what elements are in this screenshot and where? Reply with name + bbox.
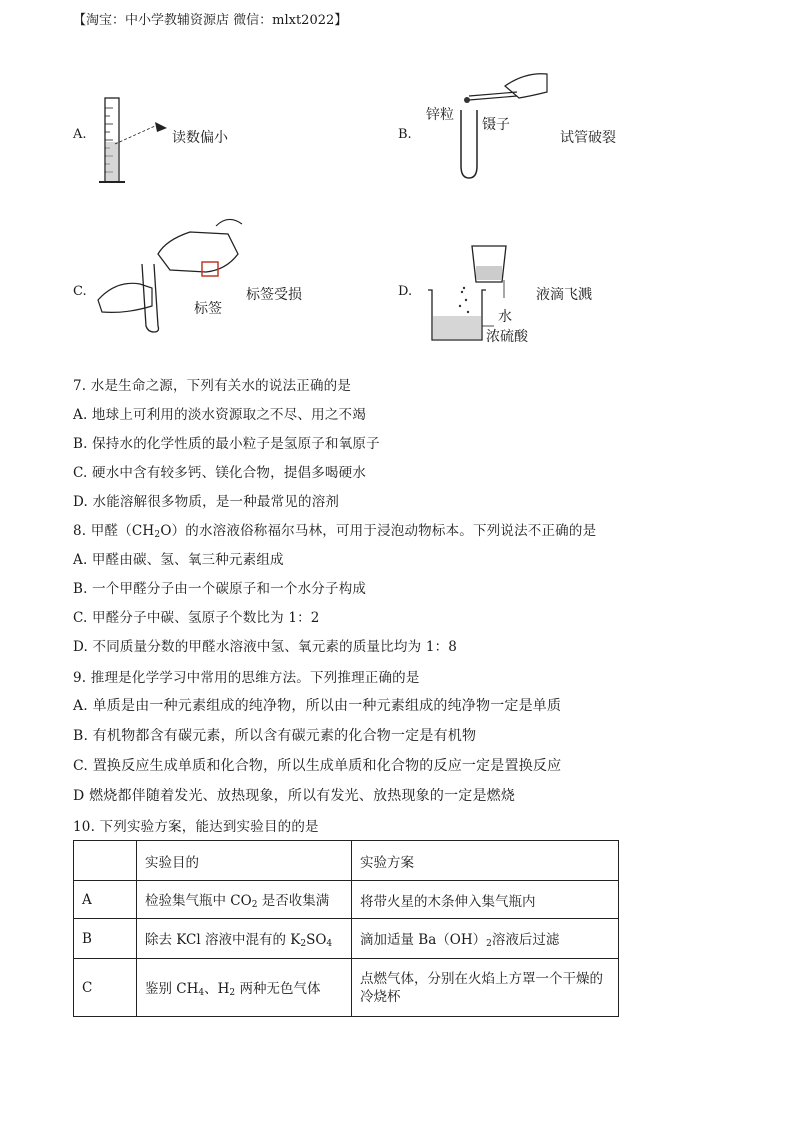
q8-stem-post: O）的水溶液俗称福尔马林，可用于浸泡动物标本。下列说法不正确的是 bbox=[160, 523, 597, 539]
purpose-text-post: 、H bbox=[204, 981, 230, 997]
q8-stem-subscript: 2 bbox=[154, 530, 161, 540]
option-c-caption: 标签受损 bbox=[246, 287, 302, 303]
q9-option-a: A. 单质是由一种元素组成的纯净物，所以由一种元素组成的纯净物一定是单质 bbox=[73, 698, 562, 714]
row-key: A bbox=[74, 881, 137, 919]
q9-option-c: C. 置换反应生成单质和化合物，所以生成单质和化合物的反应一定是置换反应 bbox=[73, 758, 562, 774]
q7-option-c: C. 硬水中含有较多钙、镁化合物，提倡多喝硬水 bbox=[73, 465, 367, 481]
q8-stem bbox=[73, 519, 596, 540]
row-plan: 点燃气体，分别在火焰上方罩一个干燥的冷烧杯 bbox=[352, 959, 619, 1017]
row-plan bbox=[352, 919, 619, 959]
label-tag-label: 标签 bbox=[194, 301, 222, 317]
row-purpose bbox=[137, 881, 352, 919]
table-row bbox=[74, 881, 619, 919]
tweezers-label: 镊子 bbox=[482, 117, 510, 133]
purpose-subscript: 2 bbox=[300, 939, 307, 949]
q9-option-b: B. 有机物都含有碳元素，所以含有碳元素的化合物一定是有机物 bbox=[73, 728, 477, 744]
option-a-letter: A. bbox=[73, 127, 87, 142]
table-row bbox=[74, 959, 619, 1017]
purpose-text-post-2: 两种无色气体 bbox=[235, 981, 321, 997]
header-cell-purpose: 实验目的 bbox=[137, 841, 352, 881]
q7-option-d: D. 水能溶解很多物质，是一种最常见的溶剂 bbox=[73, 494, 340, 510]
purpose-text: 检验集气瓶中 CO bbox=[145, 893, 252, 909]
row-purpose bbox=[137, 959, 352, 1017]
pouring-reagent-figure bbox=[96, 214, 246, 334]
table-header-row bbox=[74, 841, 619, 881]
graduated-cylinder-figure bbox=[95, 92, 175, 188]
page-header: 【淘宝：中小学教辅资源店 微信：mlxt2022】 bbox=[73, 13, 348, 28]
plan-text-post: 溶液后过滤 bbox=[491, 932, 560, 948]
purpose-text-post: SO bbox=[306, 932, 327, 948]
option-d-caption: 液滴飞溅 bbox=[536, 287, 592, 303]
purpose-subscript-2: 4 bbox=[326, 939, 333, 949]
q8-stem-pre: 8. 甲醛（CH bbox=[73, 523, 155, 539]
option-d-letter: D. bbox=[398, 284, 413, 299]
q8-option-d: D. 不同质量分数的甲醛水溶液中氢、氧元素的质量比均为 1：8 bbox=[73, 639, 458, 655]
q7-option-b: B. 保持水的化学性质的最小粒子是氢原子和氧原子 bbox=[73, 436, 380, 452]
zinc-label: 锌粒 bbox=[426, 107, 454, 123]
q8-option-b: B. 一个甲醛分子由一个碳原子和一个水分子构成 bbox=[73, 581, 367, 597]
row-key: B bbox=[74, 919, 137, 959]
water-label: 水 bbox=[498, 309, 512, 325]
row-plan: 将带火星的木条伸入集气瓶内 bbox=[352, 881, 619, 919]
option-b-letter: B. bbox=[398, 127, 412, 142]
q7-stem: 7. 水是生命之源，下列有关水的说法正确的是 bbox=[73, 378, 352, 394]
row-key: C bbox=[74, 959, 137, 1017]
plan-text: 滴加适量 Ba（OH） bbox=[360, 932, 487, 948]
plan-subscript: 2 bbox=[486, 939, 492, 949]
purpose-subscript: 2 bbox=[251, 900, 258, 910]
experiment-table bbox=[73, 840, 619, 1017]
purpose-text-post: 是否收集满 bbox=[257, 893, 330, 909]
header-cell-empty bbox=[74, 841, 137, 881]
q8-option-c: C. 甲醛分子中碳、氢原子个数比为 1：2 bbox=[73, 610, 320, 626]
option-b-caption: 试管破裂 bbox=[560, 130, 616, 146]
option-c-letter: C. bbox=[73, 284, 87, 299]
row-purpose bbox=[137, 919, 352, 959]
header-cell-plan: 实验方案 bbox=[352, 841, 619, 881]
option-a-caption: 读数偏小 bbox=[172, 130, 228, 146]
purpose-text: 除去 KCl 溶液中混有的 K bbox=[145, 932, 301, 948]
purpose-subscript: 4 bbox=[198, 988, 205, 998]
q10-stem: 10. 下列实验方案，能达到实验目的的是 bbox=[73, 819, 319, 835]
q9-option-d: D 燃烧都伴随着发光、放热现象，所以有发光、放热现象的一定是燃烧 bbox=[73, 788, 516, 804]
q7-option-a: A. 地球上可利用的淡水资源取之不尽、用之不竭 bbox=[73, 407, 366, 423]
purpose-text: 鉴别 CH bbox=[145, 981, 199, 997]
sulfuric-acid-label: 浓硫酸 bbox=[486, 329, 528, 345]
q9-stem: 9. 推理是化学学习中常用的思维方法。下列推理正确的是 bbox=[73, 670, 420, 686]
q8-option-a: A. 甲醛由碳、氢、氧三种元素组成 bbox=[73, 552, 284, 568]
table-row bbox=[74, 919, 619, 959]
purpose-subscript-2: 2 bbox=[229, 988, 236, 998]
